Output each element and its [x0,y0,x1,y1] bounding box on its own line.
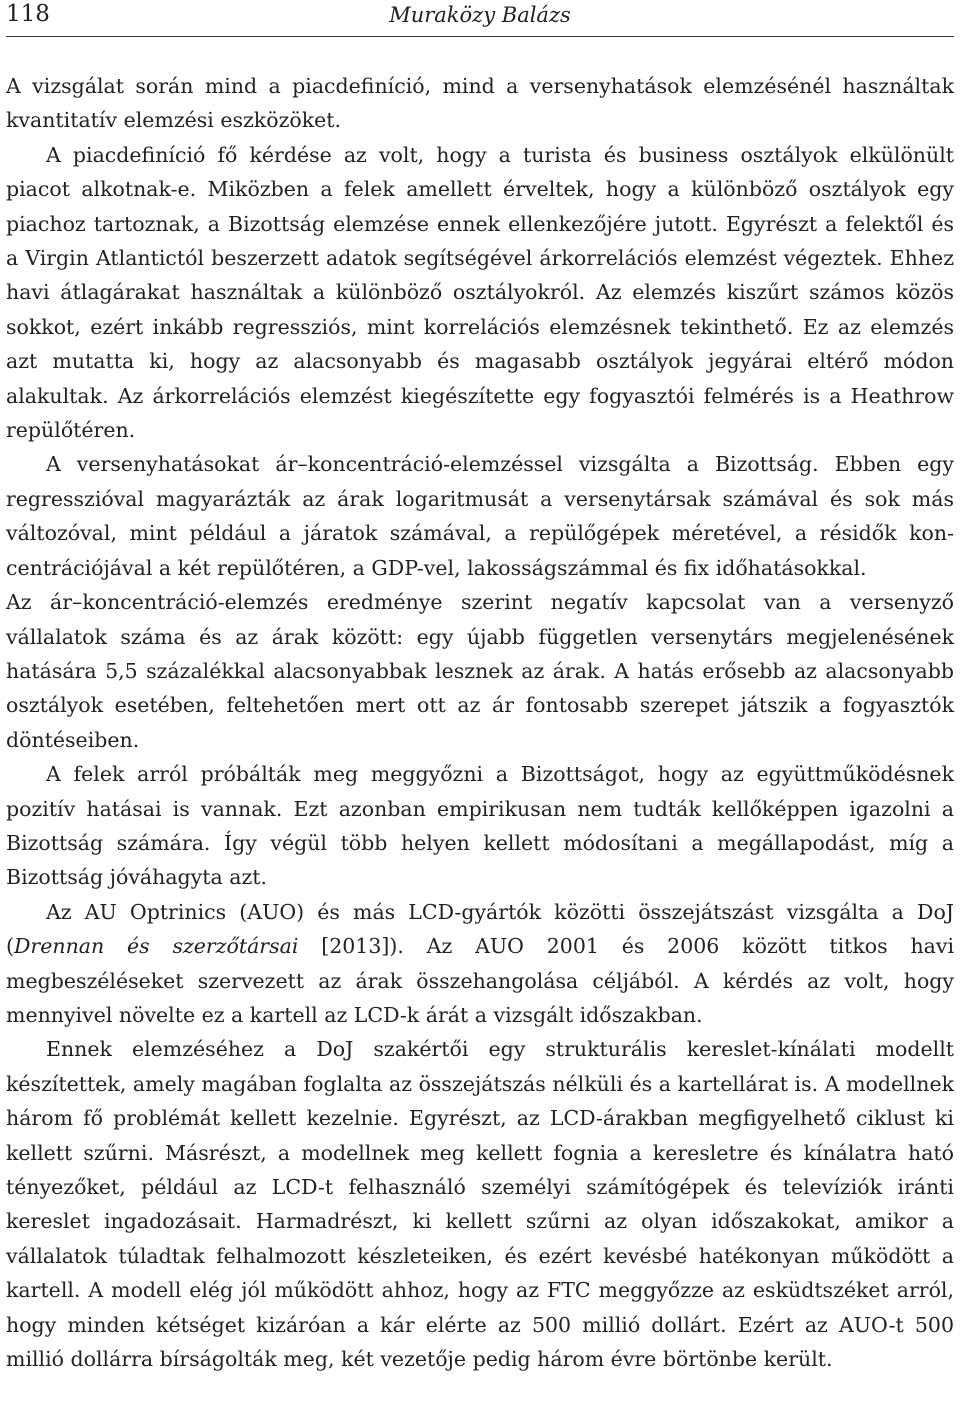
paragraph: A versenyhatásokat ár–koncentráció-elemzéssel vizsgálta a Bizottság. Ebben egy regresszióval magyarázták az árak logaritmusát a versenytársak számával és sok más változóval, mint például a járatok számával, a repülőgépek méretével, a résidők koncentrációjával a két repülőtéren, a GDP-vel, lakosságszámmal és fix időhatásokkal. [6,452,954,580]
paragraph: A felek arról próbálták meg meggyőzni a Bizottságot, hogy az együttműködésnek pozitív hatásai is vannak. Ezt azonban empirikusan nem tudták kellőképpen igazolni a Bizottság számára. Így végül több helyen kellett módosítani a megállapodást, míg a Bizottság jóváhagyta azt. [6,762,954,890]
paragraph: Az ár–koncentráció-elemzés eredménye szerint negatív kapcsolat van a versenyző vállalatok száma és az árak között: egy újabb független versenytárs megjelenésének hatására 5,5 százalékkal alacsonyabbak lesznek az árak. A hatás erősebb az alacsonyabb osztályok esetében, feltehetően mert ott az ár fontosabb szerepet játszik a fogyasztók döntéseiben. [6,590,954,752]
paragraph: Ennek elemzéséhez a DoJ szakértői egy strukturális kereslet-kínálati modellt készítettek, amely magában foglalta az összejátszás nélküli és a kartellárat is. A modellnek három fő problémát kellett kezelnie. Egyrészt, az LCD-árakban megfigyelhető ciklust ki kellett szűrni. Másrészt, a modellnek meg kellett fognia a keresletre és kínálatra ható tényezőket, például az LCD-t felhasználó személyi számítógépek és televíziók iránti kereslet ingadozásait. Harmadrészt, ki kellett szűrni az olyan időszakokat, amikor a vállalatok túladtak felhalmozott készleteiken, és ezért kevésbé hatékonyan működött a kartell. A modell elég jól működött ahhoz, hogy az FTC meggyőzze az esküdtszéket arról, hogy minden kétséget kizáróan a kár elérte az 500 millió dollárt. Ezért az AUO-t 500 millió dollárra bírságolták meg, két vezetője pedig három évre börtönbe került. [6,1037,954,1372]
running-header [6,0,954,37]
citation-authors: Drennan és szerzőtársai [14,934,299,959]
paragraph-with-citation [6,895,954,1033]
paragraph: A vizsgálat során mind a piacdefiníció, mind a versenyhatások elemzésénél használtak kvantitatív elemzési eszközöket. [6,74,954,133]
body-text [6,69,954,1376]
running-head-author: Muraközy Balázs [389,3,571,27]
paragraph-text: Az AU Optrinics (AUO) és más LCD-gyártók közötti összejátszást vizsgálta a DoJ ( [6,899,954,959]
paragraph-text: [2013]). Az AUO 2001 és 2006 között titkos havi megbeszéléseket szervezett az árak összehangolása céljából. A kérdés az volt, hogy mennyivel növelte ez a kartell az LCD-k árát a vizsgált időszakban. [6,934,955,1027]
page-number: 118 [6,1,50,27]
paragraph: A piacdefiníció fő kérdése az volt, hogy a turista és business osztályok elkülönült piacot alkotnak-e. Miközben a felek amellett érveltek, hogy a különböző osztályok egy piachoz tartoznak, a Bizottság elemzése ennek ellenkezőjére jutott. Egyrészt a felektől és a Virgin Atlantictól beszerzett adatok segítségével árkorrelációs elemzést végeztek. Ehhez havi átlagárakat használtak a különböző osztályokról. Az elemzés kiszűrt számos közös sokkot, ezért inkább regressziós, mint korrelációs elemzésnek tekinthető. Ez az elemzés azt mutatta ki, hogy az alacsonyabb és magasabb osztályok jegyárai eltérő módon alakultak. Az árkorrelációs elemzést kiegészítette egy fogyasztói felmérés is a Heathrow repülőtéren. [6,142,954,443]
